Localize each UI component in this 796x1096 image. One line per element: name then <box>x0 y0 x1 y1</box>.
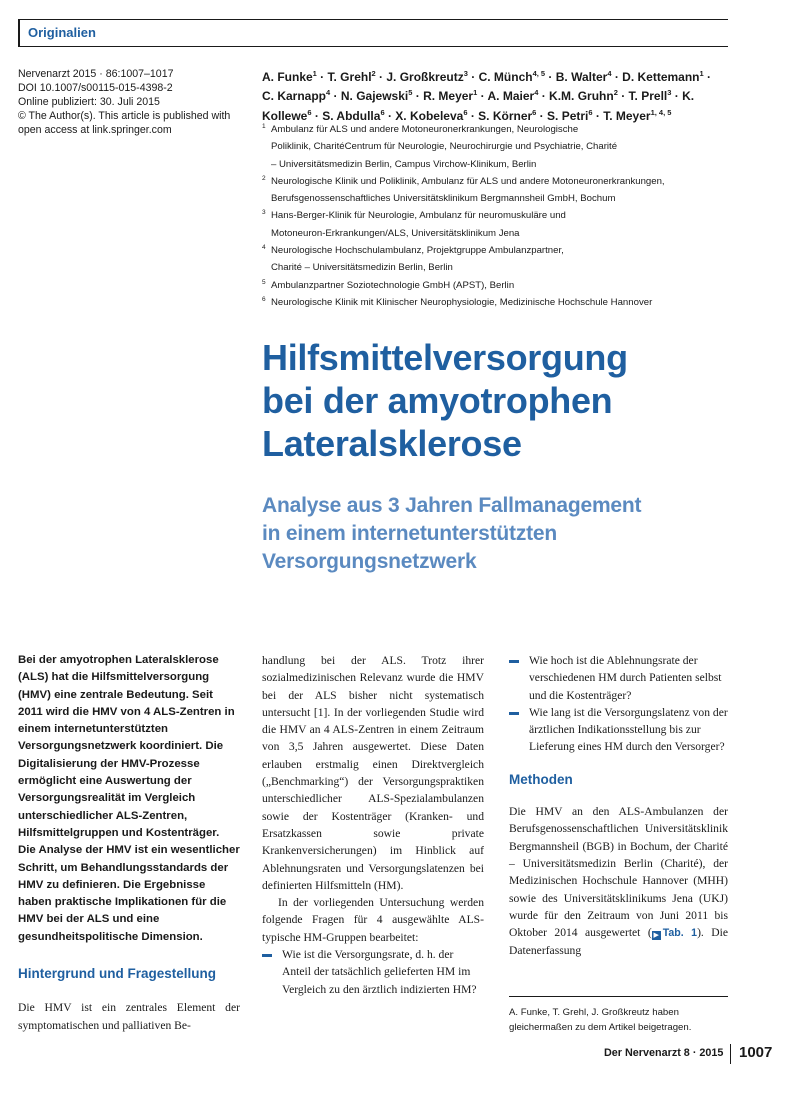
author-name: N. Gajewski <box>340 89 409 104</box>
affiliation-line: Hans-Berger-Klinik für Neurologie, Ambulanz für neuromuskuläre und <box>271 210 566 222</box>
author-affiliation-marker: 2 <box>613 88 618 98</box>
author-separator: · <box>592 108 604 123</box>
list-item-text: Wie ist die Versorgungsrate, d. h. der Anteil der tatsächlich gelieferten HM im Vergleich zu den ärztlich indizierten HM? <box>282 948 477 996</box>
author-name: S. Körner <box>478 108 533 123</box>
author-separator: · <box>384 108 396 123</box>
author-name: K.M. Gruhn <box>549 89 614 104</box>
question-list <box>509 652 728 756</box>
body-paragraph: In der vorliegenden Untersuchung werden folgende Fragen für 4 ausgewählte ALS-typische HM-Gruppen bearbeitet: <box>262 896 484 944</box>
author-name: S. Abdulla <box>322 108 381 123</box>
author-affiliation-marker: 6 <box>307 107 312 117</box>
section-heading-methods: Methoden <box>509 771 573 787</box>
author-name: K. Kollewe <box>262 89 695 123</box>
affiliation-number: 6 <box>262 295 266 303</box>
meta-online-date: Online publiziert: 30. Juli 2015 <box>18 96 160 108</box>
author-name: T. Prell <box>628 89 668 104</box>
article-meta <box>18 67 243 137</box>
author-affiliation-marker: 4 <box>607 69 612 78</box>
question-list <box>262 946 484 998</box>
affiliation-item <box>262 242 732 277</box>
affiliation-number: 2 <box>262 174 266 182</box>
meta-doi: DOI 10.1007/s00115-015-4398-2 <box>18 82 173 94</box>
affiliation-item <box>262 121 732 173</box>
author-name: T. Meyer <box>603 108 651 123</box>
author-affiliation-marker: 5 <box>408 88 413 98</box>
affiliation-line: Neurologische Klinik und Poliklinik, Ambulanz für ALS und andere Motoneuronerkrankungen, <box>271 175 665 187</box>
affiliation-number: 1 <box>262 123 266 130</box>
author-affiliation-marker: 6 <box>532 107 537 117</box>
affiliation-line: Ambulanz für ALS und andere Motoneuronerkrankungen, Neurologische <box>271 124 579 135</box>
author-separator: · <box>311 108 323 123</box>
article-subtitle <box>262 492 762 576</box>
author-separator: · <box>467 108 479 123</box>
methods-text: Die HMV an den ALS-Ambulanzen der Berufsgenossenschaftlichen Universitätsklinik Bergmannsheil (BGB) in Bochum, der Charité – Universitätsmedizin Berlin (Charité), der Medizinischen Hochschule Hannover (MHH) sowie des Universitätsklinikums Jena (UKJ) wurde für den Zeitraum von Juni 2011 bis Oktober 2014 ausgewertet ( <box>509 805 728 940</box>
author-name: D. Kettemann <box>622 70 700 84</box>
affiliation-line: Berufsgenossenschaftliches Universitätsklinikum Bergmannsheil GmbH, Bochum <box>271 193 616 205</box>
author-separator: · <box>617 89 629 104</box>
abstract: Bei der amyotrophen Lateralsklerose (ALS) hat die Hilfsmittelversorgung (HMV) eine zentrale Bedeutung. Seit 2011 wird die HMV von 4 ALS-Zentren in einem internetunterstützten Versorgungsnetzwerk koordiniert. Die Digitalisierung der HMV-Prozesse ermöglicht eine Auswertung der Versorgungsrealität im Vergleich unterschiedlicher ALS-Zentren, Hilfsmittelgruppen und Kostenträger. Die Analyse der HMV ist ein wesentlicher Schritt, um Behandlungsstandards der HMV zu definieren. Die Ergebnisse haben praktische Implikationen für die HMV bei der ALS und eine gesundheitspolitische Dimension. <box>18 654 240 943</box>
section-header-bar <box>18 20 20 46</box>
author-name: C. Karnapp <box>262 89 327 104</box>
footer-journal: Der Nervenarzt 8 · 2015 <box>604 1047 724 1059</box>
author-affiliation-marker: 3 <box>463 69 468 78</box>
affiliation-line: Poliklinik, CharitéCentrum für Neurologie, Neurochirurgie und Psychiatrie, Charité <box>271 141 618 153</box>
column-3 <box>509 652 728 960</box>
author-affiliation-marker: 6 <box>463 107 468 117</box>
page-number: 1007 <box>739 1044 773 1061</box>
author-separator: · <box>545 70 556 84</box>
author-separator: · <box>703 70 712 84</box>
author-separator: · <box>611 70 623 84</box>
affiliation-line: Charité – Universitätsmedizin Berlin, Berlin <box>271 262 453 274</box>
author-name: J. Großkreutz <box>386 70 464 84</box>
list-item <box>262 946 484 998</box>
author-affiliation-marker: 4 <box>326 88 331 98</box>
author-separator: · <box>330 89 341 104</box>
affiliation-number: 4 <box>262 244 266 252</box>
methods-text: ). Die Datenerfassung <box>509 926 728 958</box>
author-separator: · <box>375 70 387 84</box>
subtitle-line: Analyse aus 3 Jahren Fallmanagement <box>262 494 642 517</box>
title-line: Lateralsklerose <box>262 423 522 464</box>
author-name: S. Petri <box>547 108 589 123</box>
author-affiliation-marker: 4 <box>534 88 539 98</box>
meta-license-line-1: © The Author(s). This article is published with <box>18 110 231 122</box>
author-name: B. Walter <box>555 70 608 84</box>
author-affiliation-marker: 1 <box>312 69 317 78</box>
title-line: Hilfsmittelversorgung <box>262 337 628 378</box>
dash-bullet-icon <box>509 660 519 663</box>
author-name: R. Meyer <box>423 89 474 104</box>
list-item-text: Wie lang ist die Versorgungslatenz von der ärztlichen Indikationsstellung bis zur Lieferung eines HM durch den Versorger? <box>529 705 728 754</box>
dash-bullet-icon <box>262 954 272 957</box>
author-affiliation-marker: 2 <box>371 69 376 78</box>
section-heading-background: Hintergrund und Fragestellung <box>18 966 216 982</box>
author-list <box>262 66 722 124</box>
author-name: T. Grehl <box>327 70 372 84</box>
affiliation-line: Neurologische Klinik mit Klinischer Neurophysiologie, Medizinische Hochschule Hannover <box>271 296 653 308</box>
author-separator: · <box>671 89 683 104</box>
affiliation-line: – Universitätsmedizin Berlin, Campus Virchow-Klinikum, Berlin <box>271 158 537 170</box>
affiliation-list <box>262 121 732 311</box>
author-separator: · <box>477 89 488 104</box>
table-reference-label: Tab. 1 <box>662 927 698 940</box>
section-header <box>18 19 728 47</box>
author-separator: · <box>536 108 548 123</box>
footer-divider <box>730 1044 731 1064</box>
affiliation-number: 3 <box>262 209 266 217</box>
affiliation-line: Motoneuron-Erkrankungen/ALS, Universitätsklinikum Jena <box>271 227 520 239</box>
column-2 <box>262 652 484 998</box>
affiliation-line: Neurologische Hochschulambulanz, Projektgruppe Ambulanzpartner, <box>271 245 564 257</box>
affiliation-line: Ambulanzpartner Soziotechnologie GmbH (APST), Berlin <box>271 279 515 291</box>
affiliation-item <box>262 277 732 294</box>
author-affiliation-marker: 3 <box>667 88 672 98</box>
table-reference-link[interactable] <box>652 927 697 939</box>
list-item-text: Wie hoch ist die Ablehnungsrate der verschiedenen HM durch Patienten selbst und die Kostenträger? <box>529 654 722 702</box>
section-label: Originalien <box>28 25 96 40</box>
author-affiliation-marker: 1 <box>699 69 704 78</box>
body-paragraph <box>509 803 728 960</box>
author-separator: · <box>316 70 328 84</box>
affiliation-number: 5 <box>262 278 266 286</box>
affiliation-item <box>262 294 732 311</box>
list-item <box>509 704 728 756</box>
author-separator: · <box>467 70 479 84</box>
meta-license-line-2: open access at link.springer.com <box>18 124 172 136</box>
author-separator: · <box>412 89 424 104</box>
body-paragraph: handlung bei der ALS. Trotz ihrer sozialmedizinischen Relevanz wurde die HMV bei der ALS bisher nicht systematisch untersucht [1]. In der vorliegenden Studie wird die HMV an 4 ALS-Zentren in einem Zeitraum von 3,5 Jahren ausgewertet. Diese Daten erlauben erstmalig einen Direktvergleich („Benchmarking“) der Versorgungspraktiken unterschiedlicher ALS-Spezialambulanzen sowie der Kostenträger (Kranken- und Ersatzkassen sowie private Krankenversicherungen) im Hinblick auf Ablehnungsraten und Versorgungslatenzen bei definierten Hilfsmitteln (HM). <box>262 654 484 892</box>
article-title <box>262 336 762 465</box>
author-affiliation-marker: 1 <box>473 88 478 98</box>
author-separator: · <box>538 89 550 104</box>
author-name: A. Funke <box>262 70 313 84</box>
footnote: A. Funke, T. Grehl, J. Großkreutz haben gleichermaßen zu dem Artikel beigetragen. <box>509 996 728 1035</box>
affiliation-item <box>262 173 732 208</box>
meta-citation: Nervenarzt 2015 · 86:1007–1017 <box>18 68 174 80</box>
body-paragraph: Die HMV ist ein zentrales Element der symptomatischen und palliativen Be- <box>18 1001 240 1032</box>
author-name: A. Maier <box>487 89 535 104</box>
subtitle-line: Versorgungsnetzwerk <box>262 550 477 573</box>
list-item <box>509 652 728 704</box>
author-name: X. Kobeleva <box>395 108 464 123</box>
title-line: bei der amyotrophen <box>262 380 613 421</box>
author-affiliation-marker: 4, 5 <box>532 69 546 78</box>
author-affiliation-marker: 1, 4, 5 <box>650 107 672 117</box>
dash-bullet-icon <box>509 712 519 715</box>
author-affiliation-marker: 6 <box>380 107 385 117</box>
table-square-icon: ▶ <box>653 932 659 940</box>
column-1 <box>18 652 240 1034</box>
author-affiliation-marker: 6 <box>588 107 593 117</box>
subtitle-line: in einem internetunterstützten <box>262 522 558 545</box>
author-name: C. Münch <box>478 70 533 84</box>
affiliation-item <box>262 207 732 242</box>
